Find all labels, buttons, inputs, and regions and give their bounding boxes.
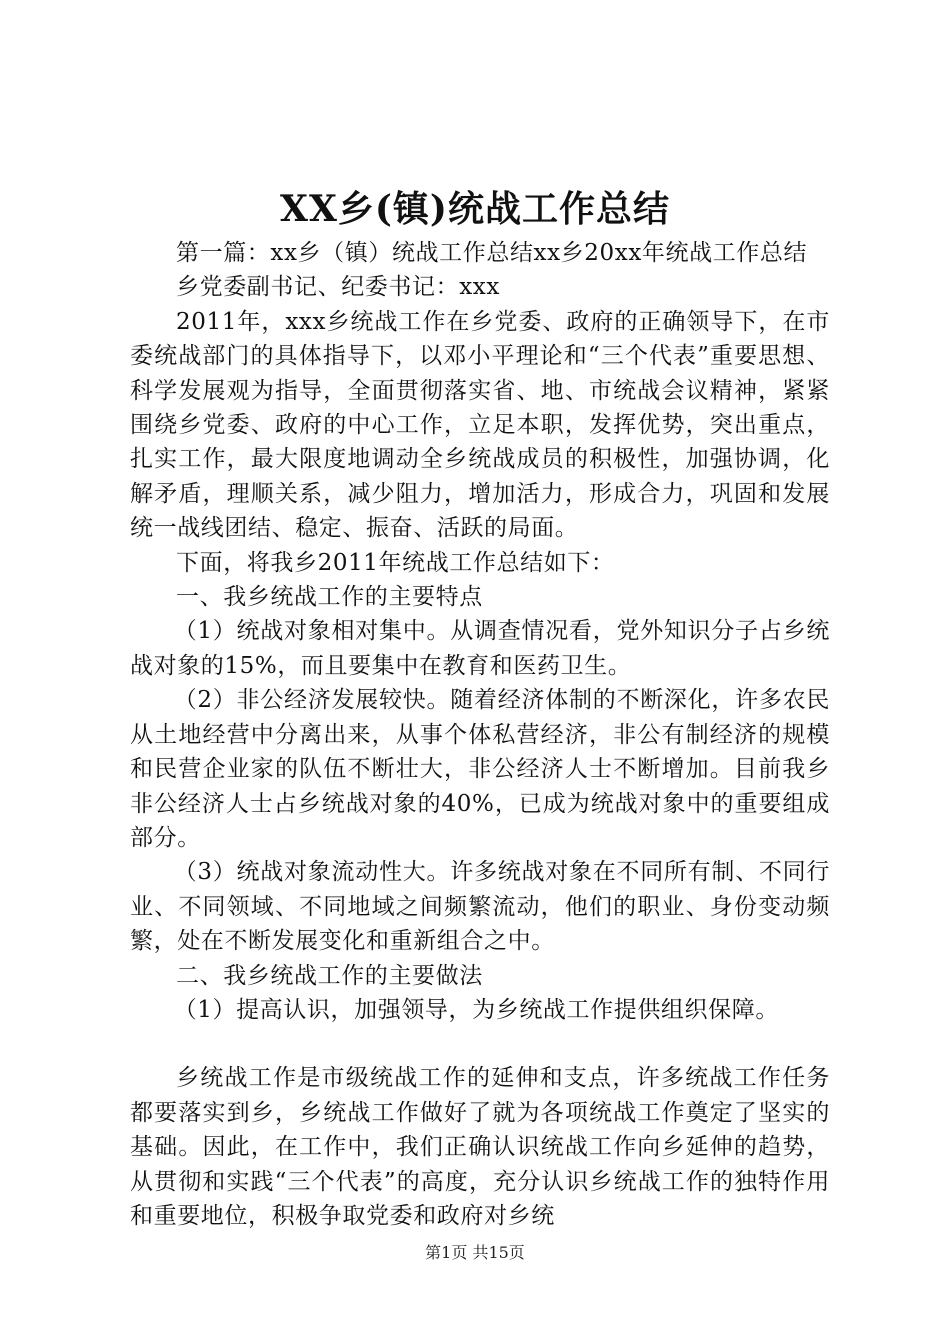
paragraph-author: 乡党委副书记、纪委书记：xxx [176,274,500,301]
paragraph-feature-1: （1）统战对象相对集中。从调查情况看，党外知识分子占乡统战对象的15%，而且要集中在教育和医药卫生。 [130,618,830,679]
document-body [130,236,830,1233]
paragraph-summary-lead: 下面，将我乡2011年统战工作总结如下： [176,549,615,576]
paragraph-intro: 第一篇：xx乡（镇）统战工作总结xx乡20xx年统战工作总结 [176,240,808,266]
paragraph-feature-3: （3）统战对象流动性大。许多统战对象在不同所有制、不同行业、不同领域、不同地域之间频繁流动，他们的职业、身份变动频繁，处在不断发展变化和重新组合之中。 [130,859,830,955]
heading-section-2: 二、我乡统战工作的主要做法 [176,962,483,989]
paragraph-practice-1-body: 乡统战工作是市级统战工作的延伸和支点，许多统战工作任务都要落实到乡，乡统战工作做好了就为各项统战工作奠定了坚实的基础。因此，在工作中，我们正确认识统战工作向乡延伸的趋势，从贯彻和实践“三个代表”的高度，充分认识乡统战工作的独特作用和重要地位，积极争取党委和政府对乡统 [130,1065,830,1229]
paragraph-overview: 2011年，xxx乡统战工作在乡党委、政府的正确领导下，在市委统战部门的具体指导下，以邓小平理论和“三个代表”重要思想、科学发展观为指导，全面贯彻落实省、地、市统战会议精神，紧紧围绕乡党委、政府的中心工作，立足本职，发挥优势，突出重点，扎实工作，最大限度地调动全乡统战成员的积极性，加强协调，化解矛盾，理顺关系，减少阻力，增加活力，形成合力，巩固和发展统一战线团结、稳定、振奋、活跃的局面。 [130,308,830,542]
paragraph-practice-1: （1）提高认识，加强领导，为乡统战工作提供组织保障。 [173,996,779,1023]
heading-section-1: 一、我乡统战工作的主要特点 [176,584,483,611]
paragraph-feature-2: （2）非公经济发展较快。随着经济体制的不断深化，许多农民从土地经营中分离出来，从事个体私营经济，非公有制经济的规模和民营企业家的队伍不断壮大，非公经济人士不断增加。目前我乡非公经济人士占乡统战对象的40%，已成为统战对象中的重要组成部分。 [130,687,830,851]
document-title: XX乡(镇)统战工作总结 [280,188,670,230]
page-number: 第1页 共15页 [425,1243,525,1262]
